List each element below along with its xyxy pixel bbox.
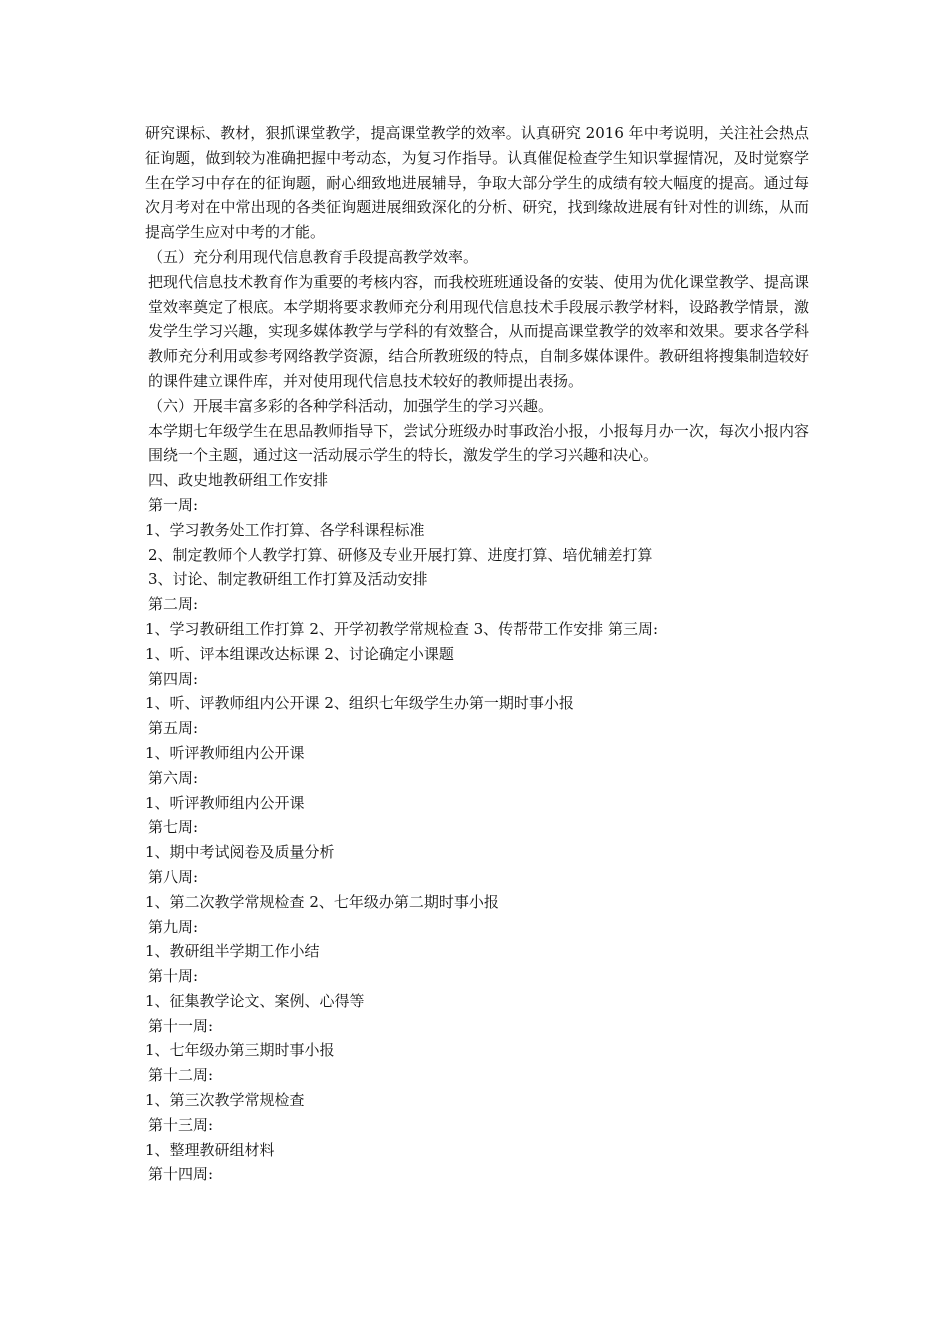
document-page [145, 121, 809, 1187]
schedule-week-heading: 第十一周: [148, 1016, 214, 1035]
schedule-task-line: 1、整理教研组材料 [145, 1140, 275, 1159]
schedule-week-heading: 第六周: [148, 768, 199, 787]
schedule-task-line: 1、七年级办第三期时事小报 [145, 1041, 335, 1060]
schedule-task-line: 1、征集教学论文、案例、心得等 [145, 991, 365, 1010]
schedule-week-heading: 第十三周: [148, 1115, 214, 1134]
schedule-week-heading: 第九周: [148, 917, 199, 936]
schedule-task-line: 1、听评教师组内公开课 [145, 743, 305, 762]
schedule-task-line: 1、期中考试阅卷及质量分析 [145, 843, 335, 862]
heading-section-five: （五）充分利用现代信息教育手段提高教学效率。 [148, 247, 479, 266]
schedule-week-heading: 第八周: [148, 867, 199, 886]
schedule-week-heading: 第四周: [148, 669, 199, 688]
schedule-week-heading: 2、制定教师个人教学打算、研修及专业开展打算、进度打算、培优辅差打算 [148, 545, 653, 564]
schedule-task-line: 1、听、评教师组内公开课 2、组织七年级学生办第一期时事小报 [145, 694, 574, 713]
schedule-task-line: 1、听、评本组课改达标课 2、讨论确定小课题 [145, 644, 454, 663]
schedule-week-heading: 第一周: [148, 495, 199, 514]
paragraph-student-newspaper: 本学期七年级学生在思品教师指导下，尝试分班级办时事政治小报，小报每月办一次，每次小报内容围绕一个主题，通过这一活动展示学生的特长，激发学生的学习兴趣和决心。 [148, 421, 809, 465]
paragraph-info-tech: 把现代信息技术教育作为重要的考核内容，而我校班班通设备的安装、使用为优化课堂教学、提高课堂效率奠定了根底。本学期将要求教师充分利用现代信息技术手段展示教学材料，设路教学情景，激发学生学习兴趣，实现多媒体教学与学科的有效整合，从而提高课堂教学的效率和效果。要求各学科教师充分利用或参考网络教学资源，结合所教班级的特点，自制多媒体课件。教研组将搜集制造较好的课件建立课件库，并对使用现代信息技术较好的教师提出表扬。 [148, 272, 809, 390]
schedule-task-line: 1、听评教师组内公开课 [145, 793, 305, 812]
schedule-week-heading: 第十周: [148, 967, 199, 986]
heading-section-four: 四、政史地教研组工作安排 [148, 471, 329, 490]
schedule-week-heading: 第五周: [148, 719, 199, 738]
schedule-task-line: 1、第二次教学常规检查 2、七年级办第二期时事小报 [145, 892, 499, 911]
weekly-schedule-list [145, 493, 809, 1187]
schedule-week-heading: 第十二周: [148, 1066, 214, 1085]
schedule-week-heading: 第七周: [148, 818, 199, 837]
schedule-task-line: 1、学习教务处工作打算、各学科课程标准 [145, 520, 425, 539]
schedule-task-line: 1、学习教研组工作打算 2、开学初教学常规检查 3、传帮带工作安排 第三周: [145, 619, 658, 638]
schedule-week-heading: 第十四周: [148, 1165, 214, 1184]
schedule-week-heading: 第二周: [148, 595, 199, 614]
schedule-task-line: 1、教研组半学期工作小结 [145, 942, 320, 961]
heading-section-six: （六）开展丰富多彩的各种学科活动，加强学生的学习兴趣。 [148, 396, 554, 415]
paragraph-exam-research: 研究课标、教材，狠抓课堂教学，提高课堂教学的效率。认真研究 2016 年中考说明，关注社会热点征询题，做到较为准确把握中考动态，为复习作指导。认真催促检查学生知识掌握情况，及时觉察学生在学习中存在的征询题，耐心细致地进展辅导，争取大部分学生的成绩有较大幅度的提高。通过每次月考对在中常出现的各类征询题进展细致深化的分析、研究，找到缘故进展有针对性的训练，从而提高学生应对中考的才能。 [145, 124, 809, 242]
schedule-task-line: 1、第三次教学常规检查 [145, 1091, 305, 1110]
schedule-week-heading: 3、讨论、制定教研组工作打算及活动安排 [148, 570, 428, 589]
